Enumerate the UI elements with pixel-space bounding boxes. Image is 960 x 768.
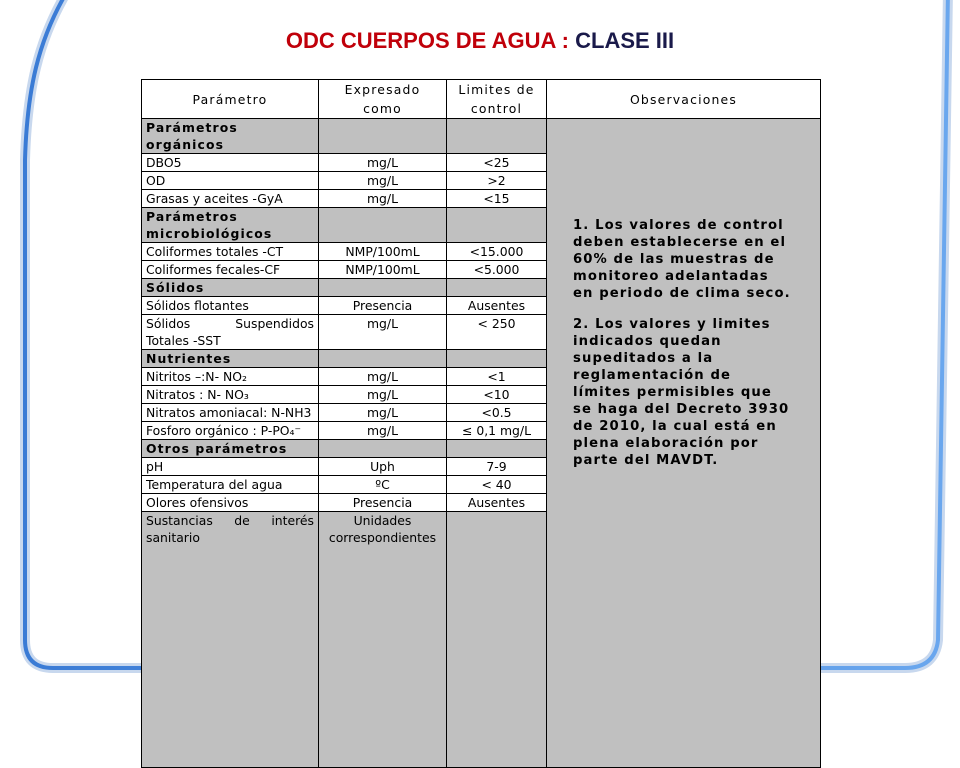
cell-limite: <15.000 <box>447 243 547 261</box>
cell-unidad: mg/L <box>319 190 447 208</box>
section-solidos: Sólidos <box>142 279 319 297</box>
cell-unidad: NMP/100mL <box>319 261 447 279</box>
section-otros: Otros parámetros <box>142 440 319 458</box>
cell-parametro: Sólidos Suspendidos Totales -SST <box>142 315 319 350</box>
header-row <box>142 80 821 119</box>
cell-limite: <5.000 <box>447 261 547 279</box>
section-nutrientes: Nutrientes <box>142 350 319 368</box>
cell-limite: Ausentes <box>447 297 547 315</box>
cell-parametro: Sólidos flotantes <box>142 297 319 315</box>
cell-parametro: Grasas y aceites -GyA <box>142 190 319 208</box>
cell-limite: < 40 <box>447 476 547 494</box>
cell-parametro: Sustancias de interés sanitario <box>142 512 319 768</box>
cell-limite: 7-9 <box>447 458 547 476</box>
cell-unidad: mg/L <box>319 422 447 440</box>
cell-limite: >2 <box>447 172 547 190</box>
cell-limite: <25 <box>447 154 547 172</box>
section-micro: Parámetros microbiológicos <box>142 208 319 243</box>
title-main: ODC CUERPOS DE AGUA : <box>285 28 576 53</box>
cell-parametro: Nitratos amoniacal: N-NH3 <box>142 404 319 422</box>
header-observaciones: Observaciones <box>547 80 821 119</box>
header-expresado: Expresado como <box>319 80 447 119</box>
cell-limite: < 250 <box>447 315 547 350</box>
cell-unidad: mg/L <box>319 386 447 404</box>
cell-unidad: mg/L <box>319 368 447 386</box>
cell-unidad: mg/L <box>319 404 447 422</box>
title-class: CLASE III <box>575 28 675 53</box>
cell-parametro: Temperatura del agua <box>142 476 319 494</box>
cell-unidad: Presencia <box>319 297 447 315</box>
section-organicos: Parámetros orgánicos <box>142 119 319 154</box>
cell-parametro: Coliformes totales -CT <box>142 243 319 261</box>
cell-parametro: OD <box>142 172 319 190</box>
parameters-table <box>141 79 821 768</box>
cell-parametro: Olores ofensivos <box>142 494 319 512</box>
observaciones-cell <box>547 119 821 768</box>
cell-limite: Ausentes <box>447 494 547 512</box>
cell-unidad: mg/L <box>319 172 447 190</box>
cell-unidad: ºC <box>319 476 447 494</box>
cell-parametro: Nitritos –:N- NO₂ <box>142 368 319 386</box>
cell-unidad: NMP/100mL <box>319 243 447 261</box>
cell-unidad: Uph <box>319 458 447 476</box>
section-row <box>142 119 821 154</box>
cell-limite: <10 <box>447 386 547 404</box>
cell-limite: <0.5 <box>447 404 547 422</box>
cell-limite: <1 <box>447 368 547 386</box>
cell-parametro: Nitratos : N- NO₃ <box>142 386 319 404</box>
cell-unidad: Presencia <box>319 494 447 512</box>
cell-unidad: Unidades correspondientes <box>319 512 447 768</box>
cell-parametro: Fosforo orgánico : P-PO₄⁻ <box>142 422 319 440</box>
cell-limite: <15 <box>447 190 547 208</box>
observacion-2: 2. Los valores y limites indicados quedan supeditados a la reglamentación de límites permisibles que se haga del Decreto 3930 de 2010, la cual está en plena elaboración por parte del MAVDT. <box>573 317 790 468</box>
cell-parametro: DBO5 <box>142 154 319 172</box>
cell-limite: ≤ 0,1 mg/L <box>447 422 547 440</box>
header-parametro: Parámetro <box>142 80 319 119</box>
observacion-1: 1. Los valores de control deben establecerse en el 60% de las muestras de monitoreo adelantadas en periodo de clima seco. <box>573 218 791 301</box>
slide-title <box>0 28 960 54</box>
cell-unidad: mg/L <box>319 154 447 172</box>
cell-parametro: pH <box>142 458 319 476</box>
header-limites: Limites de control <box>447 80 547 119</box>
cell-unidad: mg/L <box>319 315 447 350</box>
cell-limite <box>447 512 547 768</box>
cell-parametro: Coliformes fecales-CF <box>142 261 319 279</box>
